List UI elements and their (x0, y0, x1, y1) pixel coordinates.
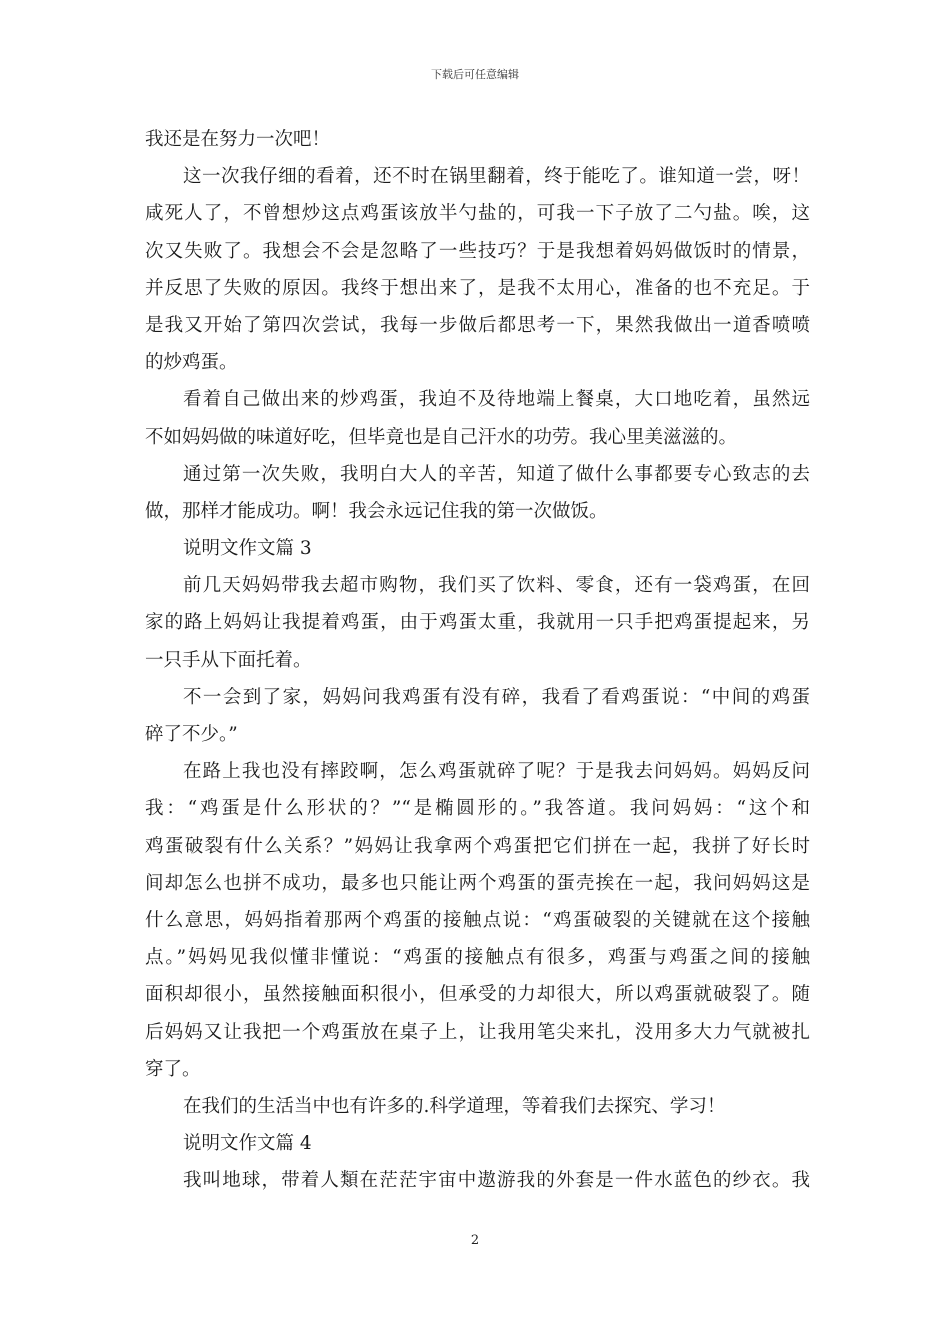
text-line: 鸡蛋破裂有什么关系？”妈妈让我拿两个鸡蛋把它们拼在一起，我拼了好长时 (145, 835, 810, 857)
text-line: 的炒鸡蛋。 (145, 352, 238, 374)
text-line: 穿了。 (145, 1058, 201, 1080)
text-line: 我：“鸡蛋是什么形状的？”“是椭圆形的。”我答道。我问妈妈：“这个和 (145, 798, 810, 820)
text-line: 做，那样才能成功。啊！我会永远记住我的第一次做饭。 (145, 500, 608, 522)
text-line: 说明文作文篇 4 (183, 1133, 312, 1155)
text-line: 在我们的生活当中也有许多的.科学道理，等着我们去探究、学习！ (183, 1095, 726, 1117)
text-line: 后妈妈又让我把一个鸡蛋放在桌子上，让我用笔尖来扎，没用多大力气就被扎 (145, 1021, 810, 1043)
text-line: 次又失败了。我想会不会是忽略了一些技巧？于是我想着妈妈做饭时的情景， (145, 240, 810, 262)
text-line: 碎了不少。” (145, 724, 238, 745)
text-line: 不如妈妈做的味道好吃，但毕竟也是自己汗水的功劳。我心里美滋滋的。 (145, 426, 738, 448)
document-body (145, 121, 810, 1199)
text-line: 不一会到了家，妈妈问我鸡蛋有没有碎，我看了看鸡蛋说：“中间的鸡蛋 (183, 686, 810, 708)
text-line: 通过第一次失败，我明白大人的辛苦，知道了做什么事都要专心致志的去 (183, 463, 810, 485)
page-header: 下载后可任意编辑 (431, 68, 519, 81)
text-line: 看着自己做出来的炒鸡蛋，我迫不及待地端上餐桌，大口地吃着，虽然远 (183, 389, 810, 411)
text-line: 面积却很小，虽然接触面积很小，但承受的力却很大，所以鸡蛋就破裂了。随 (145, 984, 810, 1006)
text-line: 咸死人了，不曾想炒这点鸡蛋该放半勺盐的，可我一下子放了二勺盐。唉，这 (145, 203, 810, 225)
text-line: 这一次我仔细的看着，还不时在锅里翻着，终于能吃了。谁知道一尝，呀！ (183, 166, 810, 188)
text-line: 是我又开始了第四次尝试，我每一步做后都思考一下，果然我做出一道香喷喷 (145, 314, 810, 336)
text-line: 并反思了失败的原因。我终于想出来了，是我不太用心，准备的也不充足。于 (145, 277, 810, 299)
text-line: 我叫地球，带着人類在茫茫宇宙中遨游我的外套是一件水蓝色的纱衣。我 (183, 1170, 810, 1192)
text-line: 我还是在努力一次吧！ (145, 129, 331, 150)
text-line: 点。”妈妈见我似懂非懂说：“鸡蛋的接触点有很多，鸡蛋与鸡蛋之间的接触 (145, 947, 810, 969)
text-line: 在路上我也没有摔跤啊，怎么鸡蛋就碎了呢？于是我去问妈妈。妈妈反问 (183, 761, 810, 783)
page-number: 2 (470, 1233, 480, 1248)
text-line: 间却怎么也拼不成功，最多也只能让两个鸡蛋的蛋壳挨在一起，我问妈妈这是 (145, 872, 810, 894)
text-line: 什么意思，妈妈指着那两个鸡蛋的接触点说：“鸡蛋破裂的关键就在这个接触 (145, 909, 810, 931)
text-line: 一只手从下面托着。 (145, 649, 312, 671)
text-line: 前几天妈妈带我去超市购物，我们买了饮料、零食，还有一袋鸡蛋，在回 (183, 575, 810, 597)
text-line: 家的路上妈妈让我提着鸡蛋，由于鸡蛋太重，我就用一只手把鸡蛋提起来，另 (145, 612, 810, 634)
text-line: 说明文作文篇 3 (183, 538, 312, 560)
